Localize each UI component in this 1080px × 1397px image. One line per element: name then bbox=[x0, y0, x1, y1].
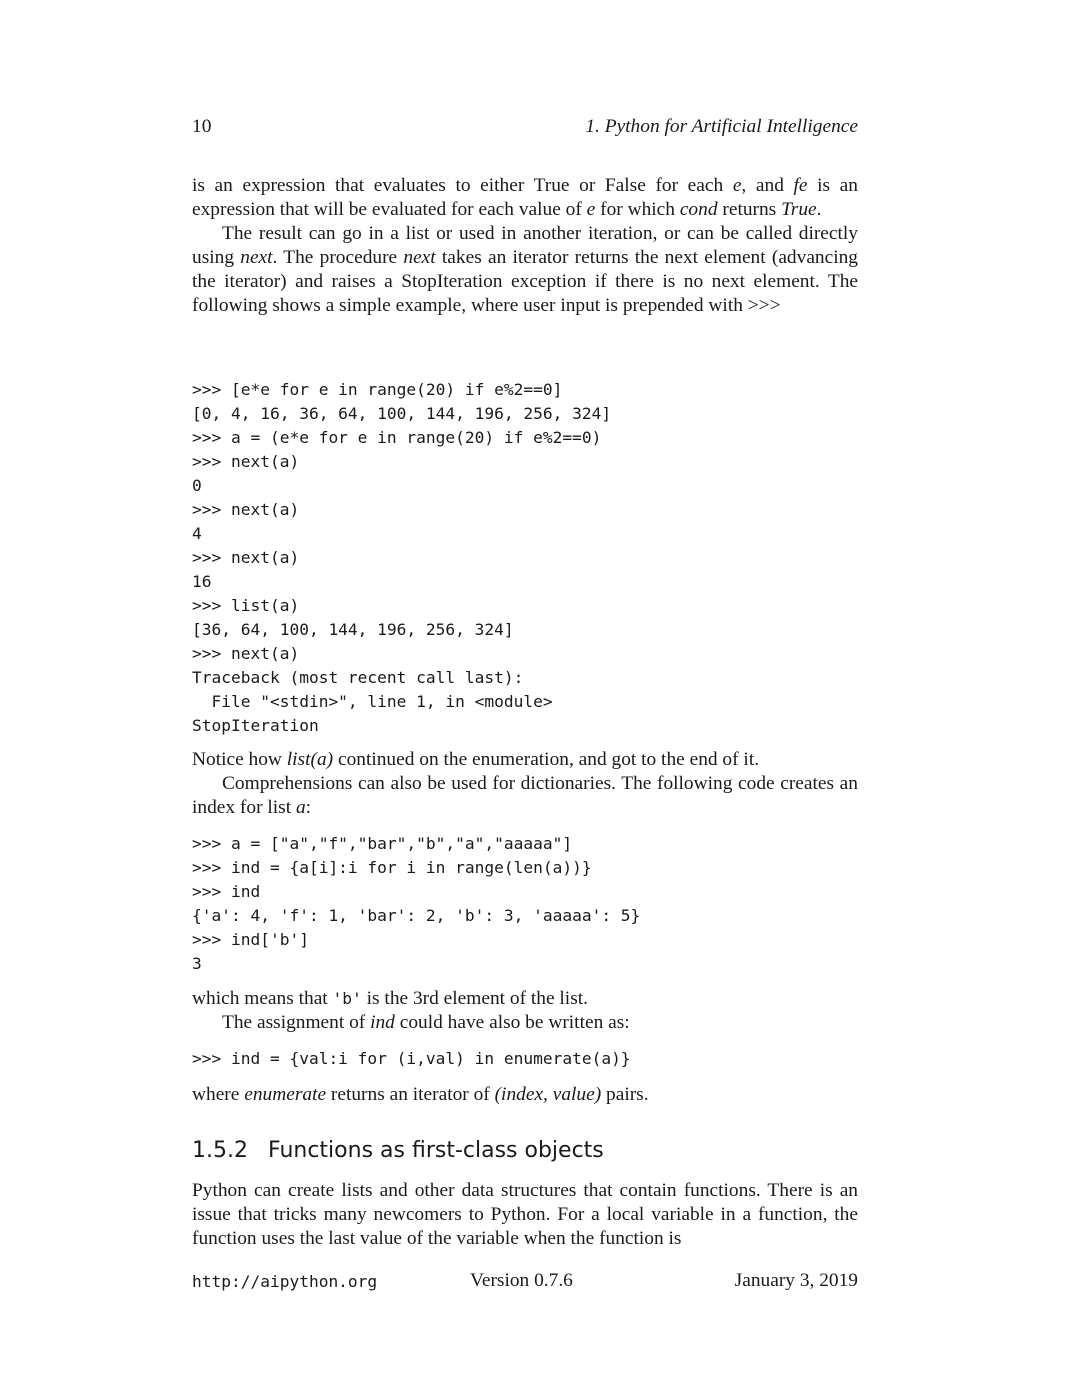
code-line: >>> [e*e for e in range(20) if e%2==0] bbox=[192, 380, 563, 399]
code-line: [0, 4, 16, 36, 64, 100, 144, 196, 256, 324] bbox=[192, 404, 612, 423]
code-line: >>> a = ["a","f","bar","b","a","aaaaa"] bbox=[192, 834, 573, 853]
code-line: StopIteration bbox=[192, 716, 319, 735]
paragraph-comprehension-end: is an expression that evaluates to either True or False for each e, and fe is an expression that will be evaluated for each value of e for which cond returns True. bbox=[192, 175, 858, 220]
page-header bbox=[192, 116, 858, 142]
body-text-assignment bbox=[192, 987, 858, 1035]
paragraph-notice-list: Notice how list(a) continued on the enumeration, and got to the end of it. bbox=[192, 749, 760, 770]
footer-version: Version 0.7.6 bbox=[470, 1270, 573, 1291]
document-page bbox=[192, 0, 858, 1397]
page-number: 10 bbox=[192, 116, 212, 137]
code-line: 3 bbox=[192, 954, 202, 973]
code-line: >>> ind bbox=[192, 882, 261, 901]
code-line: >>> ind['b'] bbox=[192, 930, 309, 949]
code-line: 16 bbox=[192, 572, 212, 591]
code-line: >>> next(a) bbox=[192, 548, 300, 567]
body-text-top bbox=[192, 174, 858, 318]
code-line: Traceback (most recent call last): bbox=[192, 668, 524, 687]
body-text-middle bbox=[192, 748, 858, 820]
code-line: {'a': 4, 'f': 1, 'bar': 2, 'b': 3, 'aaaaa': 5} bbox=[192, 906, 641, 925]
code-line: 0 bbox=[192, 476, 202, 495]
paragraph-third-element: which means that 'b' is the 3rd element of the list. bbox=[192, 988, 588, 1009]
code-line: >>> list(a) bbox=[192, 596, 300, 615]
code-line: File "<stdin>", line 1, in <module> bbox=[192, 692, 553, 711]
section-heading bbox=[192, 1138, 858, 1163]
code-line: >>> a = (e*e for e in range(20) if e%2==0) bbox=[192, 428, 602, 447]
paragraph-dict-comprehension: Comprehensions can also be used for dictionaries. The following code creates an index for list a: bbox=[192, 773, 858, 818]
code-line: >>> ind = {val:i for (i,val) in enumerate(a)} bbox=[192, 1049, 631, 1068]
body-text-enumerate bbox=[192, 1083, 858, 1107]
paragraph-functions-intro: Python can create lists and other data structures that contain functions. There is an issue that tricks many newcomers to Python. For a local variable in a function, the function uses the last value of the variable when the function is bbox=[192, 1180, 858, 1249]
section-number: 1.5.2 bbox=[192, 1138, 248, 1163]
code-line: [36, 64, 100, 144, 196, 256, 324] bbox=[192, 620, 514, 639]
code-line: 4 bbox=[192, 524, 202, 543]
paragraph-enumerate: where enumerate returns an iterator of (index, value) pairs. bbox=[192, 1084, 649, 1105]
footer-url: http://aipython.org bbox=[192, 1272, 378, 1291]
code-block-generator bbox=[192, 378, 858, 738]
code-line: >>> ind = {a[i]:i for i in range(len(a))} bbox=[192, 858, 592, 877]
paragraph-assignment: The assignment of ind could have also be written as: bbox=[222, 1012, 630, 1033]
code-line: >>> next(a) bbox=[192, 452, 300, 471]
section-title: Functions as first-class objects bbox=[268, 1138, 604, 1163]
code-block-enumerate bbox=[192, 1047, 858, 1071]
code-line: >>> next(a) bbox=[192, 644, 300, 663]
body-text-functions bbox=[192, 1179, 858, 1251]
code-line: >>> next(a) bbox=[192, 500, 300, 519]
paragraph-next-procedure: The result can go in a list or used in another iteration, or can be called directly using next. The procedure next takes an iterator returns the next element (advancing the iterator) and raises a StopIteration exception if there is no next element. The following shows a simple example, where user input is prepended with >>> bbox=[192, 223, 859, 316]
code-block-dict-index bbox=[192, 832, 858, 976]
page-footer bbox=[192, 1270, 858, 1296]
running-chapter-title: 1. Python for Artificial Intelligence bbox=[585, 116, 858, 137]
footer-date: January 3, 2019 bbox=[734, 1270, 858, 1291]
